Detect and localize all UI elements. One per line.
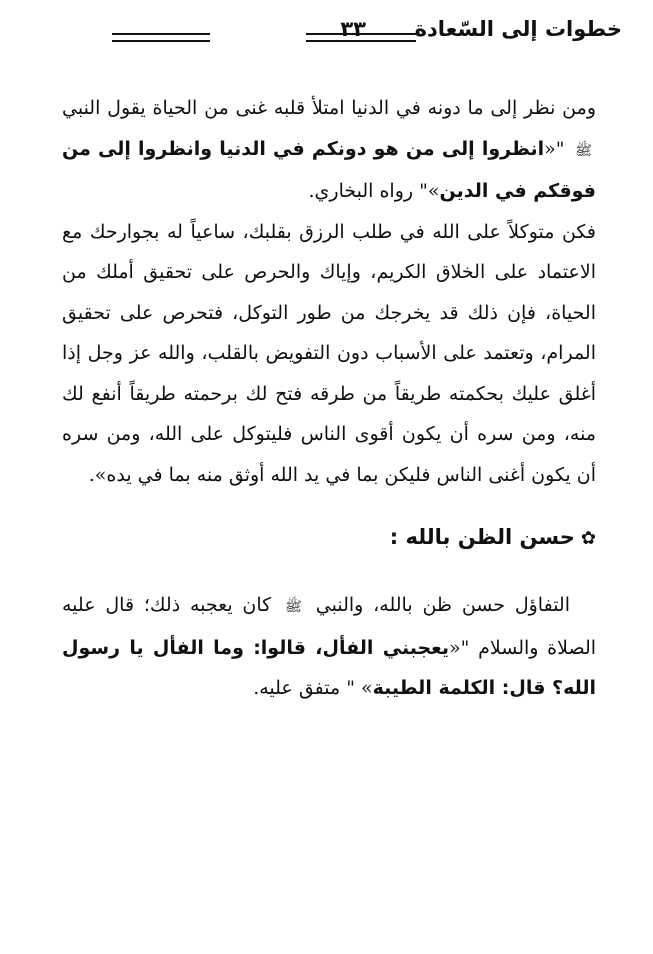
header-rule-left: [112, 33, 210, 42]
quote-close: »": [419, 180, 440, 202]
paragraph-3-intro: التفاؤل حسن ظن بالله، والنبي: [315, 594, 571, 616]
paragraph-3-middle: كان يعجبه ذلك؛ قال عليه الصلاة والسلام: [62, 594, 597, 659]
paragraph-3: [62, 585, 596, 709]
quote-close: » ": [346, 677, 373, 699]
salla-glyph: ﷺ: [575, 142, 592, 159]
page-number: ٣٣: [340, 17, 366, 41]
paragraph-2: فكن متوكلاً على الله في طلب الرزق بقلبك، ساعياً له بجوارحك مع الاعتماد على الخلاق الكريم، وإياك والحرص على تحقيق أملك من الحياة، فإن ذلك قد يخرجك من طور التوكل، فتحرص على تحقيق المرام، وتعتمد على الأسباب دون التفويض بالقلب، والله عز وجل إذا أغلق عليك بحكمته طريقاً من طرقه فتح لك برحمته طريقاً أنفع لك منه، ومن سره أن يكون أقوى الناس فليتوكل على الله، ومن سره أن يكون أغنى الناس فليكن بما في يد الله أوثق منه بما في يده».: [62, 220, 596, 486]
salla-glyph: ﷺ: [285, 599, 302, 615]
hadith-source: متفق عليه.: [253, 677, 341, 699]
hadith-source: رواه البخاري.: [308, 180, 414, 202]
section-heading: [62, 517, 596, 559]
page-body: [62, 88, 596, 709]
quote-open: "«: [449, 636, 470, 659]
hadith-text: انظروا إلى من هو دونكم في الدنيا وانظروا إلى من فوقكم في الدين: [62, 137, 596, 202]
hadith-text: يعجبني الفأل، قالوا: وما الفأل يا رسول الله؟ قال: الكلمة الطيبة: [62, 636, 596, 699]
paragraph-1: [62, 88, 596, 212]
book-title: خطوات إلى السّعادة: [414, 17, 622, 41]
running-header: [62, 14, 622, 54]
quote-open: "«: [544, 137, 565, 160]
paragraph-1-intro: ومن نظر إلى ما دونه في الدنيا امتلأ قلبه غنى من الحياة يقول النبي: [62, 97, 596, 119]
section-heading-text: حسن الظن بالله :: [389, 525, 575, 549]
flower-ornament-icon: ✿: [580, 528, 596, 549]
